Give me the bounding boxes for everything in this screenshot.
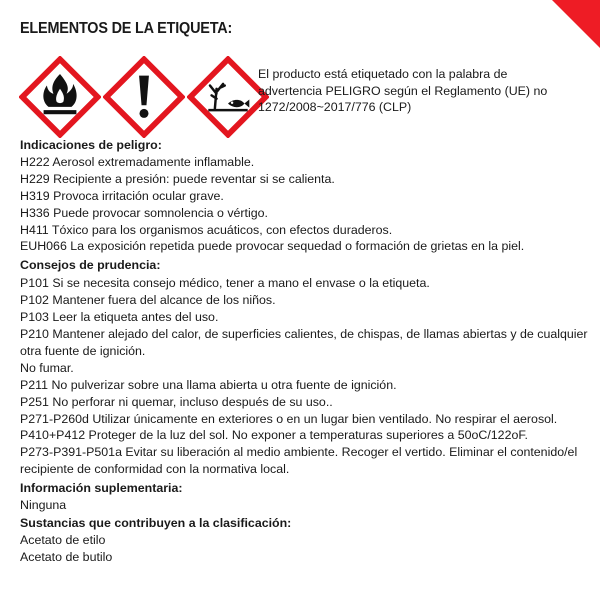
precaution-statement: P410+P412 Proteger de la luz del sol. No exponer a temperaturas superiores a 50oC/122oF. bbox=[20, 428, 528, 443]
hazard-heading: Indicaciones de peligro: bbox=[20, 138, 162, 152]
substance-item: Acetato de butilo bbox=[20, 549, 113, 564]
red-corner-decoration bbox=[552, 0, 600, 48]
hazard-statement: H319 Provoca irritación ocular grave. bbox=[20, 188, 224, 203]
precaution-statement: P210 Mantener alejado del calor, de superficies calientes, de chispas, de llamas abiertas y de cualquier otra fuente de ignición. bbox=[20, 326, 588, 358]
precaution-statement: P251 No perforar ni quemar, incluso después de su uso.. bbox=[20, 394, 333, 409]
substances-heading: Sustancias que contribuyen a la clasificación: bbox=[20, 515, 292, 530]
supplementary-text: Ninguna bbox=[20, 497, 67, 512]
ghs-pictograms bbox=[19, 56, 269, 138]
precaution-statement: P103 Leer la etiqueta antes del uso. bbox=[20, 310, 219, 325]
precaution-list bbox=[20, 275, 590, 478]
substance-item: Acetato de etilo bbox=[20, 532, 106, 547]
precaution-statement: P273-P391-P501a Evitar su liberación al medio ambiente. Recoger el vertido. Eliminar el contenido/el recipiente de conformidad con la normativa local. bbox=[20, 445, 578, 477]
flame-icon bbox=[19, 56, 101, 138]
precaution-statement: No fumar. bbox=[20, 360, 74, 375]
precaution-statement: P101 Si se necesita consejo médico, tener a mano el envase o la etiqueta. bbox=[20, 276, 430, 291]
environment-icon bbox=[187, 56, 269, 138]
signal-word-statement: El producto está etiquetado con la palabra de advertencia PELIGRO según el Reglamento (UE) no 1272/2008~2017/776 (CLP) bbox=[258, 67, 548, 114]
hazard-list bbox=[20, 154, 590, 255]
hazard-statement: EUH066 La exposición repetida puede provocar sequedad o formación de grietas en la piel. bbox=[20, 239, 525, 254]
precaution-statement: P271-P260d Utilizar únicamente en exteriores o en un lugar bien ventilado. No respirar el aerosol. bbox=[20, 411, 558, 426]
page-title: ELEMENTOS DE LA ETIQUETA: bbox=[20, 20, 233, 37]
hazard-statement: H411 Tóxico para los organismos acuáticos, con efectos duraderos. bbox=[20, 222, 393, 237]
label-content bbox=[20, 137, 590, 566]
precaution-statement: P102 Mantener fuera del alcance de los niños. bbox=[20, 293, 276, 308]
hazard-statement: H229 Recipiente a presión: puede reventar si se calienta. bbox=[20, 171, 335, 186]
supplementary-heading: Información suplementaria: bbox=[20, 480, 183, 495]
exclamation-icon bbox=[103, 56, 185, 138]
precaution-statement: P211 No pulverizar sobre una llama abierta u otra fuente de ignición. bbox=[20, 377, 397, 392]
hazard-statement: H336 Puede provocar somnolencia o vértigo. bbox=[20, 205, 268, 220]
hazard-statement: H222 Aerosol extremadamente inflamable. bbox=[20, 154, 255, 169]
precaution-heading: Consejos de prudencia: bbox=[20, 257, 161, 272]
